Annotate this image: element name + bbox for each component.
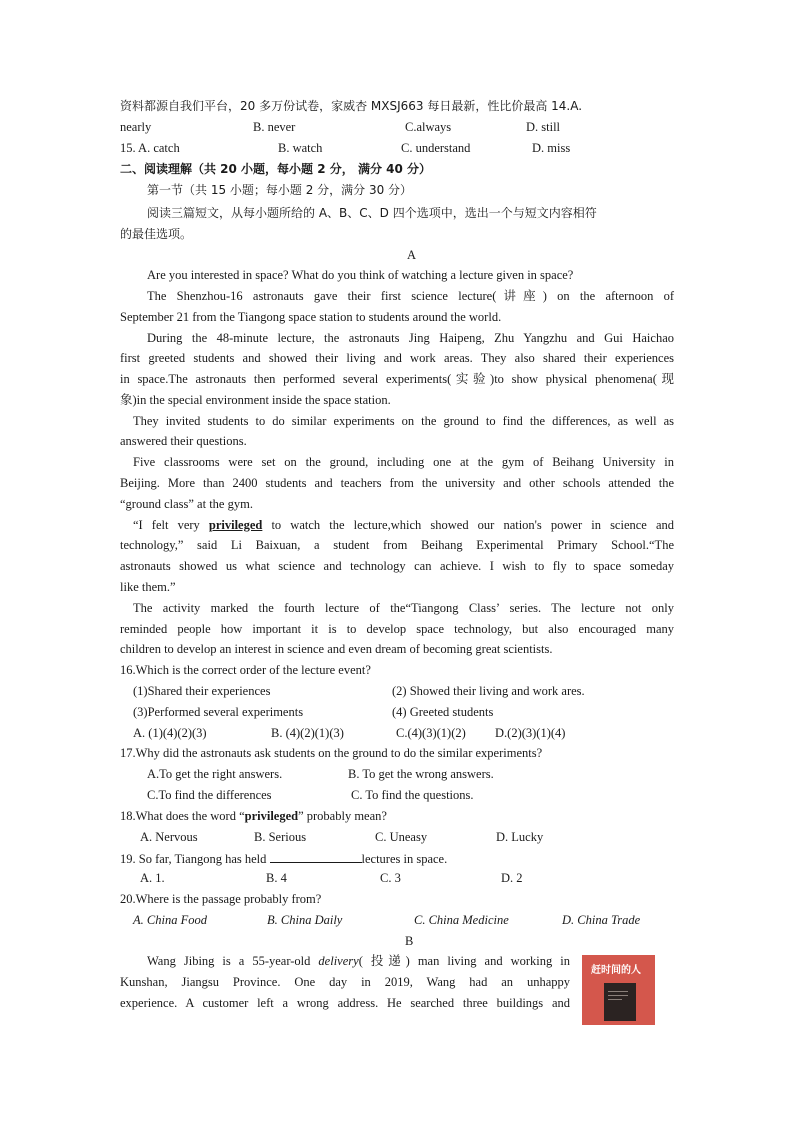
q19-option-d: D. 2 (501, 871, 523, 885)
q17-option-c: C.To find the differences (147, 788, 272, 802)
answer-blank (270, 851, 362, 863)
passage-b-label: B (405, 934, 414, 948)
passage-b-line: Wang Jibing is a 55-year-old delivery( 投递) man living and working in (147, 954, 570, 968)
q19-option-a: A. 1. (140, 871, 165, 885)
passage-a-line: children to develop an interest in science and even dream of becoming great scientists. (120, 642, 553, 656)
q14-option-d: D. still (526, 120, 561, 134)
q16-option-a: A. (1)(4)(2)(3) (133, 726, 207, 740)
section-2-part-1: 第一节（共 15 小题；每小题 2 分，满分 30 分） (147, 183, 413, 197)
q16-item: (1)Shared their experiences (133, 684, 271, 698)
q16-item: (4) Greeted students (392, 705, 494, 719)
passage-a-line: answered their questions. (120, 434, 247, 448)
q18-option-d: D. Lucky (496, 830, 544, 844)
passage-a-line: Beijing. More than 2400 students and teachers from the university and other schools attended the (120, 476, 674, 490)
q16-item: (2) Showed their living and work ares. (392, 684, 585, 698)
book-cover-title: 赶时间的人 (591, 965, 641, 976)
q19-option-b: B. 4 (266, 871, 287, 885)
q20-stem: 20.Where is the passage probably from? (120, 892, 322, 906)
privileged-word: privileged (208, 518, 263, 532)
q19-option-c: C. 3 (380, 871, 401, 885)
book-cover-inset (604, 983, 636, 1021)
q15-option-c: C. understand (401, 141, 471, 155)
passage-a-line: Are you interested in space? What do you think of watching a lecture given in space? (147, 268, 574, 282)
q16-option-c: C.(4)(3)(1)(2) (396, 726, 466, 740)
q15-option-b: B. watch (278, 141, 323, 155)
q19-stem: 19. So far, Tiangong has held lectures in space. (120, 852, 448, 866)
q16-item: (3)Performed several experiments (133, 705, 304, 719)
q14-option-a: nearly (120, 120, 152, 134)
q20-option-b: B. China Daily (267, 913, 343, 927)
passage-a-line: 象)in the special environment inside the space station. (120, 393, 391, 407)
passage-a-line: During the 48-minute lecture, the astronauts Jing Haipeng, Zhu Yangzhu and Gui Haichao (147, 331, 674, 345)
book-cover-image (582, 955, 655, 1025)
instructions-line-1: 阅读三篇短文，从每小题所给的 A、B、C、D 四个选项中，选出一个与短文内容相符 (147, 206, 597, 220)
q16-stem: 16.Which is the correct order of the lecture event? (120, 663, 371, 677)
q20-option-c: C. China Medicine (414, 913, 509, 927)
passage-b-line: experience. A customer left a wrong address. He searched three buildings and (120, 996, 570, 1010)
passage-a-line: Five classrooms were set on the ground, including one at the gym of Beihang University in (133, 455, 674, 469)
passage-a-label: A (407, 248, 417, 262)
passage-a-line: September 21 from the Tiangong space station to students around the world. (120, 310, 502, 324)
header-line: 资料都源自我们平台，20 多万份试卷，家威杏 MXSJ663 每日最新，性比价最高 14.A. (120, 99, 583, 113)
passage-a-line: technology,” said Li Baixuan, a student from Beihang Experimental Primary School.“The (120, 538, 674, 552)
q17-option-b: B. To get the wrong answers. (348, 767, 494, 781)
passage-b-line: Kunshan, Jiangsu Province. One day in 2019, Wang had an unhappy (120, 975, 570, 989)
q16-option-b: B. (4)(2)(1)(3) (271, 726, 344, 740)
passage-a-quote-line: “I felt very privileged to watch the lecture,which showed our nation's power in science and (133, 518, 674, 532)
q14-option-b: B. never (253, 120, 296, 134)
q17-stem: 17.Why did the astronauts ask students on the ground to do the similar experiments? (120, 746, 543, 760)
q18-option-c: C. Uneasy (375, 830, 428, 844)
q17-option-d: C. To find the questions. (351, 788, 474, 802)
passage-a-line: like them.” (120, 580, 176, 594)
q18-option-b: B. Serious (254, 830, 307, 844)
passage-a-line: reminded people how important it is to develop space technology, but also encouraged many (120, 622, 674, 636)
q18-stem: 18.What does the word “privileged” probably mean? (120, 809, 387, 823)
q15-option-a: 15. A. catch (120, 141, 180, 155)
passage-a-line: The Shenzhou-16 astronauts gave their first science lecture(讲座) on the afternoon of (147, 289, 674, 303)
q16-option-d: D.(2)(3)(1)(4) (495, 726, 566, 740)
passage-a-line: astronauts showed us what science and technology can achieve. I wish to fly to space someday (120, 559, 674, 573)
q15-option-d: D. miss (532, 141, 571, 155)
passage-a-line: The activity marked the fourth lecture of the“Tiangong Class’ series. The lecture not only (133, 601, 674, 615)
q18-option-a: A. Nervous (140, 830, 198, 844)
instructions-line-2: 的最佳选项。 (120, 227, 193, 241)
q20-option-a: A. China Food (133, 913, 207, 927)
q17-option-a: A.To get the right answers. (147, 767, 283, 781)
section-2-title: 二、阅读理解（共 20 小题，每小题 2 分， 满分 40 分） (120, 162, 431, 176)
q14-option-c: C.always (405, 120, 452, 134)
passage-a-line: “ground class” at the gym. (120, 497, 253, 511)
q20-option-d: D. China Trade (562, 913, 641, 927)
passage-a-line: They invited students to do similar experiments on the ground to find the differences, as well as (133, 414, 674, 428)
passage-a-line: in space.The astronauts then performed several experiments(实验)to show physical phenomena(现 (120, 372, 674, 386)
passage-a-line: first greeted students and showed their living and work areas. They also shared their experiences (120, 351, 674, 365)
